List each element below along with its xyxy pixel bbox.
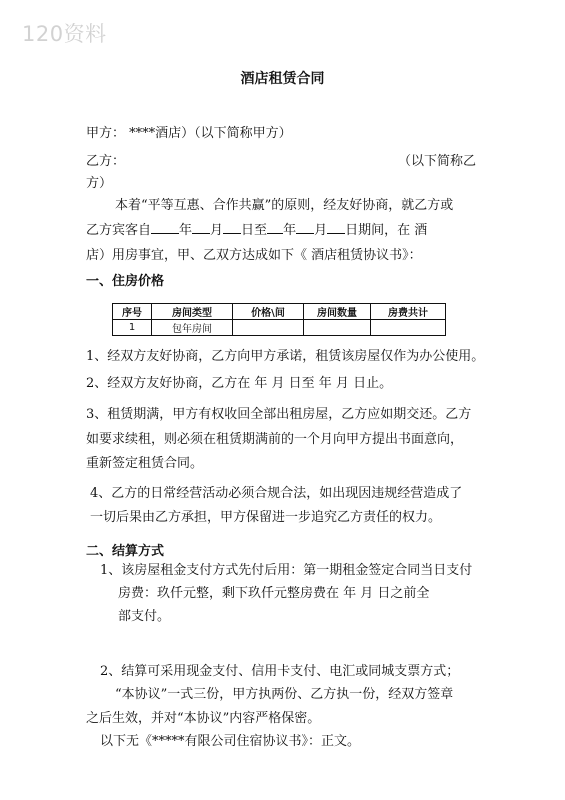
agreement-line-2: 之后生效，并对“本协议”内容严格保密。 bbox=[86, 711, 321, 726]
party-b-cont: 方） bbox=[86, 176, 113, 191]
clause-3-line-1: 3、租赁期满，甲方有权收回全部出租房屋，乙方应如期交还。乙方 bbox=[86, 407, 472, 422]
document-title: 酒店租赁合同 bbox=[240, 71, 325, 87]
section-heading-payment: 二、结算方式 bbox=[86, 544, 165, 559]
table-header-row bbox=[113, 304, 446, 320]
clause-1: 1、经双方友好协商，乙方向甲方承诺，租赁该房屋仅作为办公使用。 bbox=[86, 349, 485, 364]
table-header-cell: 序号 bbox=[113, 304, 152, 320]
intro-line-1: 本着“平等互惠、合作共赢”的原则，经友好协商，就乙方或 bbox=[115, 198, 454, 213]
party-a-line: 甲方： ****酒店）（以下简称甲方） bbox=[86, 126, 292, 141]
table-cell: 1 bbox=[113, 320, 152, 336]
blank-line bbox=[192, 221, 210, 234]
clause-4-line-2: 一切后果由乙方承担，甲方保留进一步追究乙方责任的权力。 bbox=[90, 510, 442, 525]
intro-text: 月 bbox=[210, 223, 224, 238]
section-heading-price: 一、住房价格 bbox=[86, 274, 165, 289]
table-cell bbox=[304, 320, 371, 336]
table-header-cell: 房间类型 bbox=[152, 304, 233, 320]
table-header-cell: 价格\间 bbox=[233, 304, 304, 320]
closing-line: 以下无《*****有限公司住宿协议书》：正文。 bbox=[100, 734, 361, 749]
payment-1-line-3: 部支付。 bbox=[118, 609, 171, 624]
table-cell bbox=[371, 320, 446, 336]
party-b-abbrev: （以下简称乙 bbox=[398, 154, 477, 169]
intro-line-3: 店）用房事宜，甲、乙双方达成如下《 酒店租赁协议书》： bbox=[86, 248, 422, 263]
intro-text: 乙方宾客自 bbox=[86, 223, 152, 238]
clause-2: 2、经双方友好协商，乙方在 年 月 日至 年 月 日止。 bbox=[86, 376, 393, 391]
blank-line bbox=[327, 221, 345, 234]
intro-line-2 bbox=[86, 219, 427, 238]
intro-text: 年 bbox=[179, 223, 193, 238]
clause-4-line-1: 4、乙方的日常经营活动必须合规合法，如出现因违规经营造成了 bbox=[90, 486, 463, 501]
watermark: 120资料 bbox=[22, 22, 107, 46]
payment-2: 2、结算可采用现金支付、信用卡支付、电汇或同城支票方式； bbox=[100, 664, 460, 679]
table-cell: 包年房间 bbox=[152, 320, 233, 336]
blank-line bbox=[296, 221, 314, 234]
payment-1-line-2: 房费：玖仟元整，剩下玖仟元整房费在 年 月 日之前全 bbox=[118, 586, 430, 601]
price-table bbox=[112, 303, 446, 336]
table-header-cell: 房间数量 bbox=[304, 304, 371, 320]
blank-line bbox=[223, 221, 241, 234]
agreement-line-1: “本协议”一式三份，甲方执两份、乙方执一份，经双方签章 bbox=[115, 687, 454, 702]
blank-line bbox=[267, 221, 283, 234]
table-header-cell: 房费共计 bbox=[371, 304, 446, 320]
table-row bbox=[113, 320, 446, 336]
intro-text: 年 bbox=[283, 223, 297, 238]
blank-line bbox=[151, 221, 179, 234]
intro-text: 日期间，在 酒 bbox=[345, 223, 428, 238]
clause-3-line-3: 重新签定租赁合同。 bbox=[86, 456, 204, 471]
payment-1-line-1: 1、该房屋租金支付方式先付后用：第一期租金签定合同当日支付 bbox=[100, 563, 473, 578]
intro-text: 日至 bbox=[241, 223, 268, 238]
clause-3-line-2: 如要求续租，则必须在租赁期满前的一个月向甲方提出书面意向， bbox=[86, 432, 464, 447]
table-cell bbox=[233, 320, 304, 336]
intro-text: 月 bbox=[314, 223, 328, 238]
party-b-label: 乙方： bbox=[86, 154, 126, 169]
